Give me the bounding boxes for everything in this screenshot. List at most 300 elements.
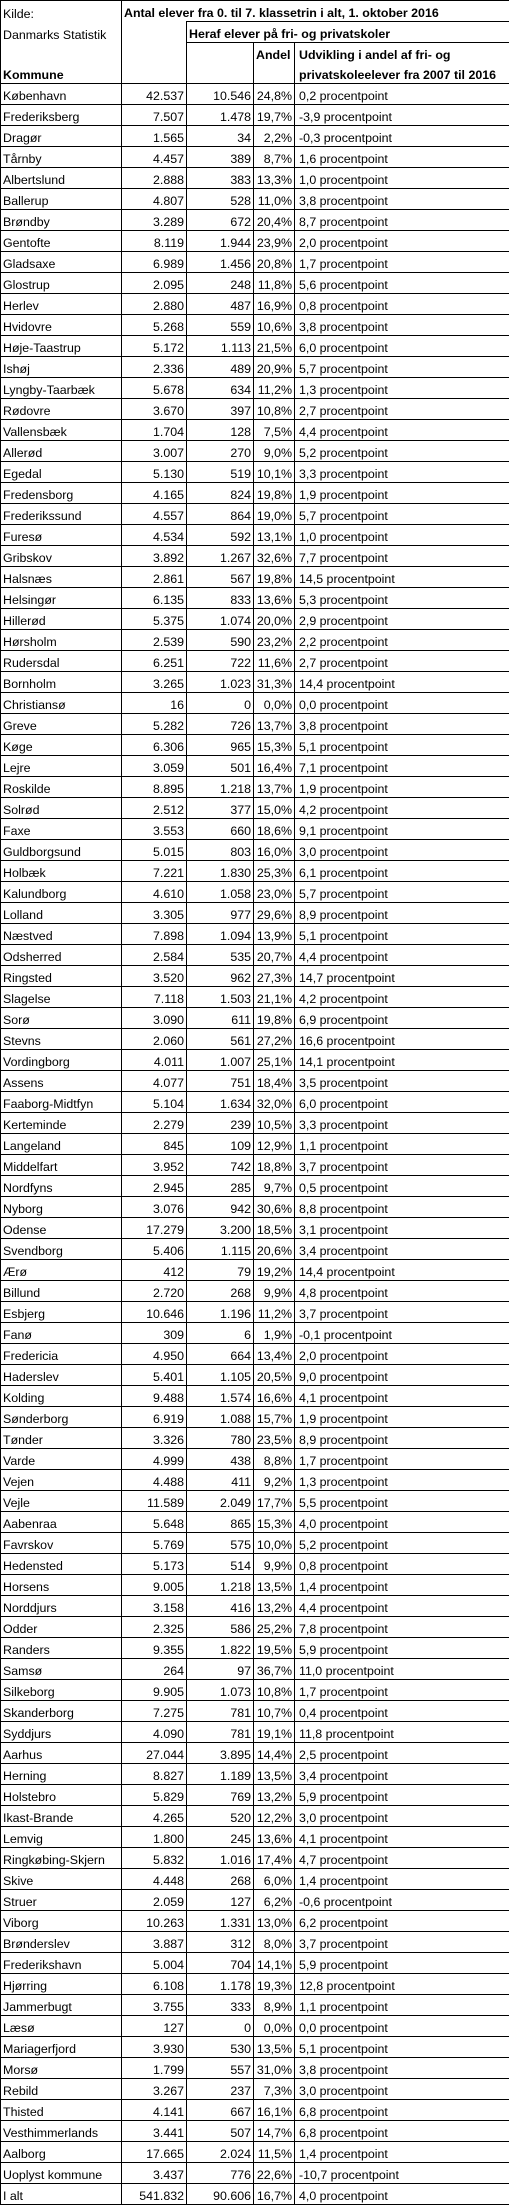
development-cell: 6,0 procentpoint	[295, 336, 509, 357]
municipality-cell: Skive	[1, 1869, 122, 1890]
development-cell: 3,7 procentpoint	[295, 1155, 509, 1176]
table-row	[1, 168, 509, 189]
private-pupils-cell: 780	[187, 1428, 254, 1449]
pupils-total-cell: 4.610	[122, 882, 187, 903]
development-cell: 1,4 procentpoint	[295, 1869, 509, 1890]
municipality-cell: Faaborg-Midtfyn	[1, 1092, 122, 1113]
development-cell: 5,7 procentpoint	[295, 504, 509, 525]
share-cell: 19,8%	[254, 567, 295, 588]
share-cell: 9,2%	[254, 1470, 295, 1491]
private-pupils-cell: 377	[187, 798, 254, 819]
share-cell: 13,1%	[254, 525, 295, 546]
private-pupils-cell: 245	[187, 1827, 254, 1848]
share-cell: 31,0%	[254, 2058, 295, 2079]
development-cell: 5,9 procentpoint	[295, 1953, 509, 1974]
share-cell: 18,5%	[254, 1218, 295, 1239]
table-row	[1, 714, 509, 735]
municipality-cell: Odder	[1, 1617, 122, 1638]
private-pupils-cell: 1.196	[187, 1302, 254, 1323]
private-pupils-cell: 1.634	[187, 1092, 254, 1113]
pupils-total-cell: 27.044	[122, 1743, 187, 1764]
table-row	[1, 1113, 509, 1134]
municipality-cell: Horsens	[1, 1575, 122, 1596]
municipality-cell: Viborg	[1, 1911, 122, 1932]
share-cell: 19,5%	[254, 1638, 295, 1659]
development-cell: 5,2 procentpoint	[295, 1533, 509, 1554]
header-spacer	[122, 43, 187, 64]
development-cell: 4,1 procentpoint	[295, 1827, 509, 1848]
development-cell: 5,1 procentpoint	[295, 924, 509, 945]
table-row	[1, 1806, 509, 1827]
municipality-cell: Ballerup	[1, 189, 122, 210]
share-cell: 13,5%	[254, 2037, 295, 2058]
pupils-total-cell: 2.720	[122, 1281, 187, 1302]
development-cell: 3,3 procentpoint	[295, 1113, 509, 1134]
development-cell: 5,3 procentpoint	[295, 588, 509, 609]
header-spacer	[187, 63, 254, 84]
municipality-cell: Middelfart	[1, 1155, 122, 1176]
private-pupils-cell: 1.218	[187, 777, 254, 798]
table-row	[1, 1050, 509, 1071]
share-cell: 0,0%	[254, 2016, 295, 2037]
municipality-cell: Roskilde	[1, 777, 122, 798]
pupils-total-cell: 2.861	[122, 567, 187, 588]
municipality-cell: Slagelse	[1, 987, 122, 1008]
table-row	[1, 2142, 509, 2163]
pupils-total-cell: 9.005	[122, 1575, 187, 1596]
pupils-total-cell: 2.584	[122, 945, 187, 966]
private-pupils-cell: 520	[187, 1806, 254, 1827]
pupils-total-cell: 5.678	[122, 378, 187, 399]
development-cell: 1,1 procentpoint	[295, 1995, 509, 2016]
share-cell: 15,0%	[254, 798, 295, 819]
municipality-cell: Bornholm	[1, 672, 122, 693]
municipality-cell: Billund	[1, 1281, 122, 1302]
development-cell: 14,4 procentpoint	[295, 1260, 509, 1281]
pupils-total-cell: 9.355	[122, 1638, 187, 1659]
municipality-cell: Lyngby-Taarbæk	[1, 378, 122, 399]
pupils-total-cell: 3.553	[122, 819, 187, 840]
private-pupils-cell: 3.200	[187, 1218, 254, 1239]
private-pupils-cell: 667	[187, 2100, 254, 2121]
private-pupils-cell: 865	[187, 1512, 254, 1533]
private-pupils-cell: 411	[187, 1470, 254, 1491]
pupils-total-cell: 4.999	[122, 1449, 187, 1470]
development-cell: -0,3 procentpoint	[295, 126, 509, 147]
private-pupils-cell: 1.094	[187, 924, 254, 945]
development-cell: 4,0 procentpoint	[295, 1512, 509, 1533]
table-row	[1, 294, 509, 315]
development-cell: 1,6 procentpoint	[295, 147, 509, 168]
table-row	[1, 2121, 509, 2142]
municipality-cell: Helsingør	[1, 588, 122, 609]
municipality-cell: Hjørring	[1, 1974, 122, 1995]
share-cell: 20,9%	[254, 357, 295, 378]
development-cell: -10,7 procentpoint	[295, 2163, 509, 2184]
share-cell: 13,4%	[254, 1344, 295, 1365]
share-cell: 10,8%	[254, 399, 295, 420]
private-pupils-cell: 438	[187, 1449, 254, 1470]
share-cell: 19,0%	[254, 504, 295, 525]
pupils-total-cell: 7.221	[122, 861, 187, 882]
share-cell: 10,8%	[254, 1680, 295, 1701]
pupils-total-cell: 6.108	[122, 1974, 187, 1995]
table-row	[1, 1533, 509, 1554]
table-row	[1, 1008, 509, 1029]
private-pupils-cell: 1.074	[187, 609, 254, 630]
pupils-total-cell: 264	[122, 1659, 187, 1680]
share-cell: 20,5%	[254, 1365, 295, 1386]
table-row	[1, 1974, 509, 1995]
share-cell: 25,3%	[254, 861, 295, 882]
share-cell: 29,6%	[254, 903, 295, 924]
pupils-total-cell: 2.880	[122, 294, 187, 315]
municipality-cell: Albertslund	[1, 168, 122, 189]
share-cell: 11,0%	[254, 189, 295, 210]
share-cell: 9,0%	[254, 441, 295, 462]
private-pupils-cell: 726	[187, 714, 254, 735]
private-pupils-cell: 416	[187, 1596, 254, 1617]
pupils-total-cell: 7.275	[122, 1701, 187, 1722]
development-cell: 1,0 procentpoint	[295, 525, 509, 546]
share-cell: 9,9%	[254, 1554, 295, 1575]
municipality-cell: Aalborg	[1, 2142, 122, 2163]
development-cell: 7,1 procentpoint	[295, 756, 509, 777]
table-row	[1, 1029, 509, 1050]
private-pupils-cell: 634	[187, 378, 254, 399]
private-pupils-cell: 333	[187, 1995, 254, 2016]
private-pupils-cell: 942	[187, 1197, 254, 1218]
private-pupils-cell: 1.574	[187, 1386, 254, 1407]
municipality-cell: Uoplyst kommune	[1, 2163, 122, 2184]
municipality-cell: Vesthimmerlands	[1, 2121, 122, 2142]
private-pupils-cell: 3.895	[187, 1743, 254, 1764]
share-cell: 11,6%	[254, 651, 295, 672]
share-cell: 31,3%	[254, 672, 295, 693]
municipality-cell: Christiansø	[1, 693, 122, 714]
pupils-total-cell: 4.077	[122, 1071, 187, 1092]
private-pupils-cell: 1.073	[187, 1680, 254, 1701]
private-pupils-cell: 864	[187, 504, 254, 525]
development-cell: 1,7 procentpoint	[295, 1680, 509, 1701]
share-cell: 6,2%	[254, 1890, 295, 1911]
pupils-total-cell: 3.952	[122, 1155, 187, 1176]
share-cell: 19,8%	[254, 1008, 295, 1029]
private-pupils-cell: 672	[187, 210, 254, 231]
pupils-total-cell: 3.326	[122, 1428, 187, 1449]
pupils-total-cell: 2.059	[122, 1890, 187, 1911]
share-cell: 23,9%	[254, 231, 295, 252]
private-pupils-cell: 90.606	[187, 2184, 254, 2205]
development-cell: 4,1 procentpoint	[295, 1386, 509, 1407]
development-cell: -0,6 procentpoint	[295, 1890, 509, 1911]
pupils-total-cell: 4.457	[122, 147, 187, 168]
development-cell: 4,8 procentpoint	[295, 1281, 509, 1302]
pupils-total-cell: 1.800	[122, 1827, 187, 1848]
table-row	[1, 1617, 509, 1638]
private-pupils-cell: 528	[187, 189, 254, 210]
development-cell: 4,4 procentpoint	[295, 420, 509, 441]
private-pupils-cell: 0	[187, 693, 254, 714]
development-cell: -0,1 procentpoint	[295, 1323, 509, 1344]
share-cell: 14,4%	[254, 1743, 295, 1764]
private-pupils-cell: 248	[187, 273, 254, 294]
pupils-total-cell: 3.892	[122, 546, 187, 567]
municipality-cell: Halsnæs	[1, 567, 122, 588]
municipality-cell: Allerød	[1, 441, 122, 462]
private-pupils-cell: 559	[187, 315, 254, 336]
private-pupils-cell: 592	[187, 525, 254, 546]
municipality-cell: Jammerbugt	[1, 1995, 122, 2016]
pupils-total-cell: 2.279	[122, 1113, 187, 1134]
header-spacer	[122, 63, 187, 84]
pupils-total-cell: 6.135	[122, 588, 187, 609]
municipality-cell: Favrskov	[1, 1533, 122, 1554]
municipality-cell: Rebild	[1, 2079, 122, 2100]
table-row	[1, 1764, 509, 1785]
share-cell: 13,6%	[254, 588, 295, 609]
private-pupils-cell: 127	[187, 1890, 254, 1911]
table-row	[1, 1071, 509, 1092]
table-row	[1, 819, 509, 840]
private-pupils-cell: 268	[187, 1281, 254, 1302]
share-cell: 17,7%	[254, 1491, 295, 1512]
table-row	[1, 441, 509, 462]
table-row	[1, 210, 509, 231]
share-cell: 14,1%	[254, 1953, 295, 1974]
municipality-cell: Gladsaxe	[1, 252, 122, 273]
table-row	[1, 1155, 509, 1176]
development-cell: 4,4 procentpoint	[295, 945, 509, 966]
share-cell: 13,3%	[254, 168, 295, 189]
private-pupils-cell: 535	[187, 945, 254, 966]
municipality-cell: I alt	[1, 2184, 122, 2205]
pupils-total-cell: 3.930	[122, 2037, 187, 2058]
private-pupils-cell: 824	[187, 483, 254, 504]
pupils-total-cell: 3.305	[122, 903, 187, 924]
pupils-total-cell: 2.512	[122, 798, 187, 819]
table-row	[1, 1701, 509, 1722]
development-cell: 14,5 procentpoint	[295, 567, 509, 588]
pupils-total-cell: 4.011	[122, 1050, 187, 1071]
table-row	[1, 1281, 509, 1302]
share-cell: 11,5%	[254, 2142, 295, 2163]
development-header-line1: Udvikling i andel af fri- og	[295, 43, 509, 64]
table-row	[1, 189, 509, 210]
share-cell: 8,9%	[254, 1995, 295, 2016]
pupils-total-cell: 6.989	[122, 252, 187, 273]
table-row	[1, 1134, 509, 1155]
municipality-cell: Holbæk	[1, 861, 122, 882]
development-cell: 3,8 procentpoint	[295, 315, 509, 336]
share-cell: 15,3%	[254, 735, 295, 756]
pupils-total-cell: 4.090	[122, 1722, 187, 1743]
municipality-cell: Guldborgsund	[1, 840, 122, 861]
pupils-total-cell: 5.375	[122, 609, 187, 630]
private-pupils-cell: 1.007	[187, 1050, 254, 1071]
header-spacer	[1, 43, 122, 64]
table-row	[1, 1995, 509, 2016]
development-cell: 2,2 procentpoint	[295, 630, 509, 651]
municipality-cell: Vallensbæk	[1, 420, 122, 441]
share-cell: 32,0%	[254, 1092, 295, 1113]
municipality-cell: Fanø	[1, 1323, 122, 1344]
private-pupils-cell: 389	[187, 147, 254, 168]
private-pupils-cell: 487	[187, 294, 254, 315]
table-row	[1, 840, 509, 861]
development-cell: 14,1 procentpoint	[295, 1050, 509, 1071]
private-pupils-cell: 962	[187, 966, 254, 987]
municipality-cell: Fredensborg	[1, 483, 122, 504]
table-row	[1, 1218, 509, 1239]
development-cell: 3,8 procentpoint	[295, 2058, 509, 2079]
development-cell: 5,2 procentpoint	[295, 441, 509, 462]
municipality-cell: Mariagerfjord	[1, 2037, 122, 2058]
municipality-cell: Norddjurs	[1, 1596, 122, 1617]
pupils-total-cell: 5.401	[122, 1365, 187, 1386]
development-cell: 3,0 procentpoint	[295, 840, 509, 861]
share-cell: 19,1%	[254, 1722, 295, 1743]
private-pupils-cell: 1.115	[187, 1239, 254, 1260]
municipality-cell: Hørsholm	[1, 630, 122, 651]
table-row	[1, 735, 509, 756]
municipality-cell: Vejle	[1, 1491, 122, 1512]
table-row	[1, 1869, 509, 1890]
municipality-cell: Aabenraa	[1, 1512, 122, 1533]
private-pupils-cell: 1.331	[187, 1911, 254, 1932]
municipality-cell: Syddjurs	[1, 1722, 122, 1743]
pupils-total-cell: 3.887	[122, 1932, 187, 1953]
municipality-cell: Sønderborg	[1, 1407, 122, 1428]
pupils-total-cell: 5.015	[122, 840, 187, 861]
pupils-total-cell: 4.534	[122, 525, 187, 546]
pupils-total-cell: 5.004	[122, 1953, 187, 1974]
development-cell: 12,8 procentpoint	[295, 1974, 509, 1995]
pupils-total-cell: 5.829	[122, 1785, 187, 1806]
development-cell: 14,4 procentpoint	[295, 672, 509, 693]
development-cell: 5,9 procentpoint	[295, 1785, 509, 1806]
development-cell: 8,9 procentpoint	[295, 1428, 509, 1449]
table-row	[1, 84, 509, 105]
private-pupils-cell: 0	[187, 2016, 254, 2037]
development-cell: 0,0 procentpoint	[295, 2016, 509, 2037]
development-cell: 2,9 procentpoint	[295, 609, 509, 630]
development-cell: 1,4 procentpoint	[295, 2142, 509, 2163]
share-cell: 9,9%	[254, 1281, 295, 1302]
private-pupils-cell: 97	[187, 1659, 254, 1680]
municipality-cell: Ringsted	[1, 966, 122, 987]
municipality-cell: Solrød	[1, 798, 122, 819]
share-cell: 10,5%	[254, 1113, 295, 1134]
table-row	[1, 987, 509, 1008]
share-cell: 9,7%	[254, 1176, 295, 1197]
development-cell: 5,1 procentpoint	[295, 735, 509, 756]
private-pupils-cell: 1.456	[187, 252, 254, 273]
pupils-total-cell: 4.448	[122, 1869, 187, 1890]
municipality-cell: Hvidovre	[1, 315, 122, 336]
pupils-total-cell: 10.646	[122, 1302, 187, 1323]
pupils-total-cell: 541.832	[122, 2184, 187, 2205]
share-cell: 13,2%	[254, 1596, 295, 1617]
private-pupils-cell: 722	[187, 651, 254, 672]
private-pupils-cell: 489	[187, 357, 254, 378]
municipality-cell: Tårnby	[1, 147, 122, 168]
header-spacer	[122, 22, 187, 43]
development-cell: 2,7 procentpoint	[295, 651, 509, 672]
development-cell: 4,7 procentpoint	[295, 1848, 509, 1869]
share-cell: 8,0%	[254, 1932, 295, 1953]
share-cell: 19,7%	[254, 105, 295, 126]
municipality-cell: Greve	[1, 714, 122, 735]
pupils-total-cell: 309	[122, 1323, 187, 1344]
pupils-total-cell: 3.076	[122, 1197, 187, 1218]
development-cell: 8,7 procentpoint	[295, 210, 509, 231]
pupils-total-cell: 2.095	[122, 273, 187, 294]
table-row	[1, 1176, 509, 1197]
pupils-total-cell: 2.336	[122, 357, 187, 378]
municipality-cell: Herlev	[1, 294, 122, 315]
share-cell: 7,3%	[254, 2079, 295, 2100]
municipality-cell: Hillerød	[1, 609, 122, 630]
private-pupils-cell: 79	[187, 1260, 254, 1281]
private-pupils-cell: 776	[187, 2163, 254, 2184]
pupils-total-cell: 4.557	[122, 504, 187, 525]
pupils-total-cell: 3.267	[122, 2079, 187, 2100]
private-pupils-cell: 1.088	[187, 1407, 254, 1428]
pupils-total-cell: 9.488	[122, 1386, 187, 1407]
share-cell: 11,2%	[254, 1302, 295, 1323]
private-pupils-cell: 586	[187, 1617, 254, 1638]
pupils-total-cell: 8.827	[122, 1764, 187, 1785]
development-header-line2: privatskoleelever fra 2007 til 2016	[295, 63, 509, 84]
development-cell: 7,8 procentpoint	[295, 1617, 509, 1638]
share-cell: 1,9%	[254, 1323, 295, 1344]
share-cell: 23,0%	[254, 882, 295, 903]
pupils-total-cell: 8.895	[122, 777, 187, 798]
share-cell: 13,7%	[254, 777, 295, 798]
municipality-cell: Herning	[1, 1764, 122, 1785]
development-cell: 2,5 procentpoint	[295, 1743, 509, 1764]
municipality-cell: Langeland	[1, 1134, 122, 1155]
pupils-total-cell: 3.090	[122, 1008, 187, 1029]
development-cell: 7,7 procentpoint	[295, 546, 509, 567]
table-row	[1, 945, 509, 966]
pupils-total-cell: 17.665	[122, 2142, 187, 2163]
table-row	[1, 588, 509, 609]
private-pupils-cell: 6	[187, 1323, 254, 1344]
table-row	[1, 1659, 509, 1680]
municipality-cell: Gentofte	[1, 231, 122, 252]
development-cell: 5,9 procentpoint	[295, 1638, 509, 1659]
pupils-total-cell: 2.539	[122, 630, 187, 651]
share-cell: 13,2%	[254, 1785, 295, 1806]
table-row	[1, 777, 509, 798]
municipality-cell: Brøndby	[1, 210, 122, 231]
pupils-total-cell: 4.950	[122, 1344, 187, 1365]
table-row	[1, 1596, 509, 1617]
development-cell: 1,1 procentpoint	[295, 1134, 509, 1155]
pupils-total-cell: 5.282	[122, 714, 187, 735]
table-row	[1, 1197, 509, 1218]
private-pupils-cell: 781	[187, 1722, 254, 1743]
table-row	[1, 105, 509, 126]
private-pupils-cell: 1.058	[187, 882, 254, 903]
development-cell: 4,2 procentpoint	[295, 987, 509, 1008]
pupils-total-cell: 3.289	[122, 210, 187, 231]
pupils-total-cell: 7.898	[122, 924, 187, 945]
share-cell: 24,8%	[254, 84, 295, 105]
pupils-total-cell: 5.769	[122, 1533, 187, 1554]
